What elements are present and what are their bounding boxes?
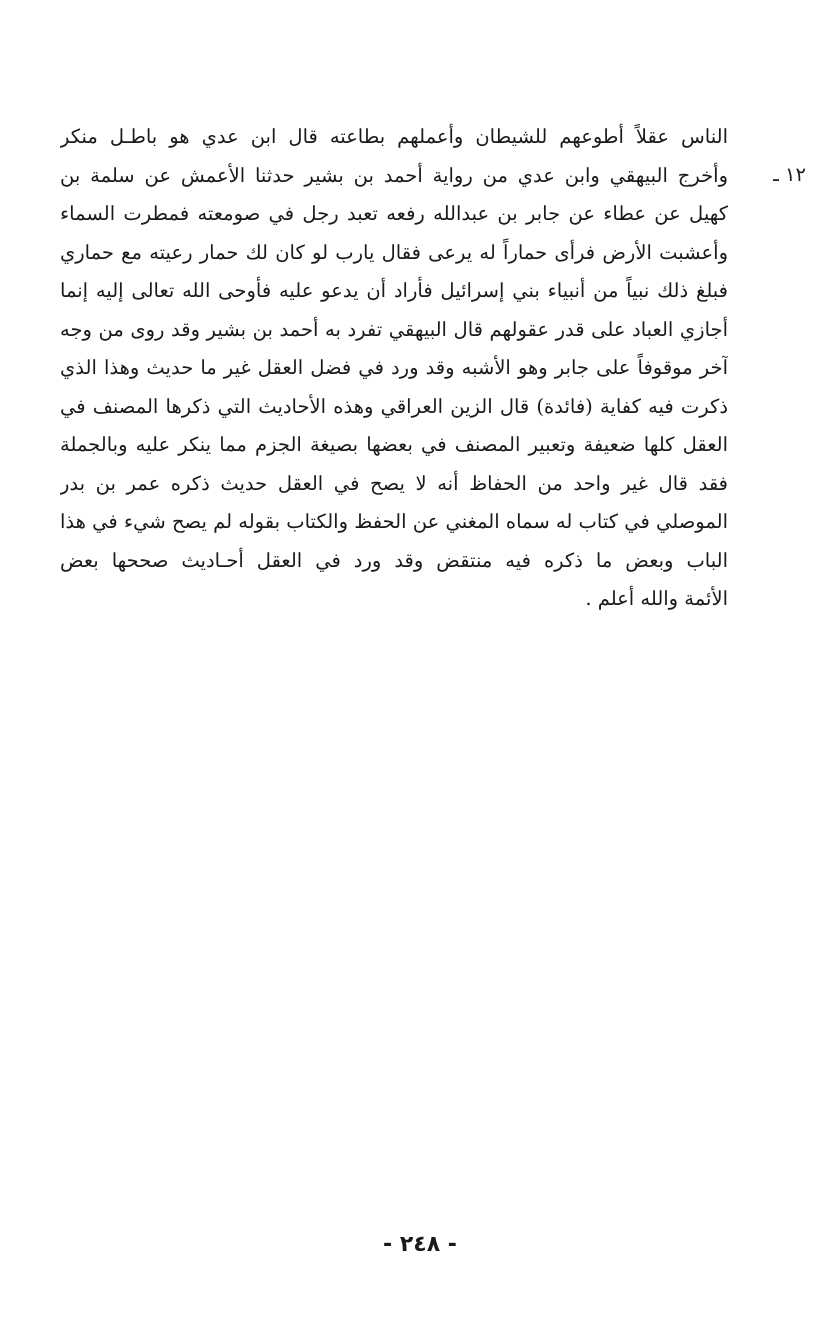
text-line: أجازي العباد على قدر عقولهم قال البيهقي تفرد به أحمد بن بشير وقد روى من وجه xyxy=(60,317,728,341)
text-line: الموصلي في كتاب له سماه المغني عن الحفظ والكتاب بقوله لم يصح شيء في هذا xyxy=(60,510,728,533)
text-line: الأئمة والله أعلم . xyxy=(585,587,728,610)
text-line: آخر موقوفاً على جابر وهو الأشبه وقد ورد في فضل العقل غير ما حديث وهذا الذي xyxy=(60,356,728,379)
body-text xyxy=(60,118,728,619)
text-line: وأخرج البيهقي وابن عدي من رواية أحمد بن بشير حدثنا الأعمش عن سلمة بن xyxy=(60,163,728,187)
text-line: الباب وبعض ما ذكره فيه منتقض وقد ورد في العقل أحـاديث صححها بعض xyxy=(60,548,728,572)
page-number: - ٢٤٨ - xyxy=(383,1232,457,1257)
text-line: وأعشبت الأرض فرأى حماراً له يرعى فقال يارب لو كان لك حمار رعيته مع حماري xyxy=(60,240,728,264)
text-line: كهيل عن عطاء عن جابر بن عبدالله رفعه تعبد رجل في صومعته فمطرت السماء xyxy=(60,202,728,225)
text-line: الناس عقلاً أطوعهم للشيطان وأعملهم بطاعته قال ابن عدي هو باطـل منكر xyxy=(60,125,728,148)
text-line: ذكرت فيه كفاية (فائدة) قال الزين العراقي وهذه الأحاديث التي ذكرها المصنف في xyxy=(60,394,728,418)
text-line: فبلغ ذلك نبياً من أنبياء بني إسرائيل فأراد أن يدعو عليه فأوحى الله تعالى إليه إنما xyxy=(60,279,728,302)
item-number: ١٢ ـ xyxy=(773,163,806,186)
text-line: فقد قال غير واحد من الحفاظ أنه لا يصح في العقل حديث ذكره عمر بن بدر xyxy=(60,471,728,495)
text-line: العقل كلها ضعيفة وتعبير المصنف في بعضها بصيغة الجزم مما ينكر عليه وبالجملة xyxy=(60,433,728,456)
